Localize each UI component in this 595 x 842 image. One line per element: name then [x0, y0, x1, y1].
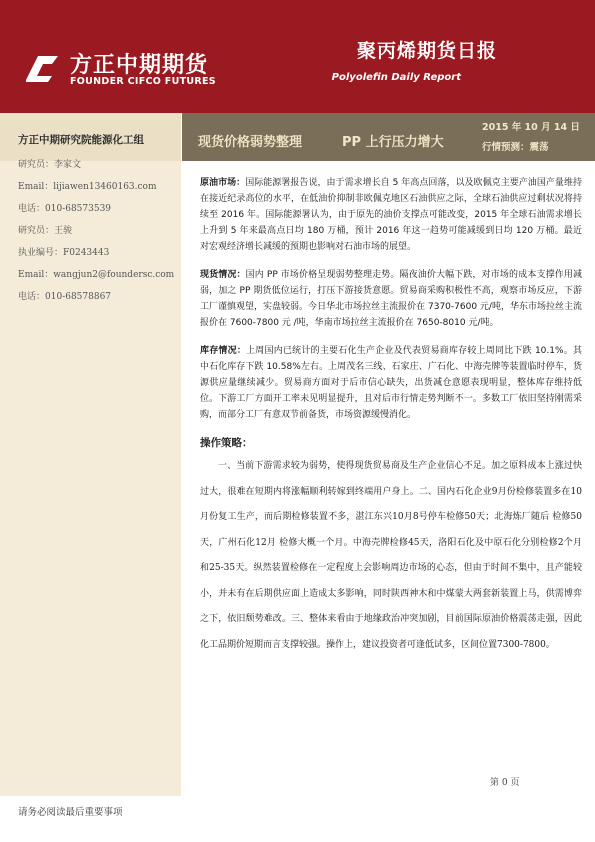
spot-section [200, 267, 582, 331]
analyst-sidebar [0, 113, 181, 796]
analyst-2-phone: 电话：010-68578867 [18, 292, 112, 302]
research-group-name: 方正中期研究院能源化工组 [18, 134, 144, 146]
inventory-section [200, 343, 582, 423]
strategy-text: 一、当前下游需求较为弱势，使得现货贸易商及生产企业信心不足。加之原料成本上涨过快过大，很难在短期内将涨幅顺利转嫁到终端用户身上。二、国内石化企业9月份检修装置多在10月份复工生产，而后期检修装置不多，湛江东兴10月8号停车检修50天；北海炼厂随后 检修50天，广州石化12月 检修大概一个月。中海壳牌检修45天，洛阳石化及中原石化分别检修2个月和25-35天。纵然装置检修在一定程度上会影响周边市场的心态，但由于时间不集中，且产能较小，并未有在后期供应面上造成太多影响，同时陕西神木和中煤蒙大两套新装置上马，供需博弈之下，依旧颓势难改。三、整体来看由于地缘政治冲突加剧，目前国际原油价格震荡走强，因此化工品期价短期而言支撑较强。操作上，建议投资者可逢低试多，区间位置7300-7800。 [200, 461, 582, 650]
report-date: 2015 年 10 月 14 日 [482, 122, 580, 133]
analyst-2-name: 研究员：王骏 [18, 226, 73, 236]
report-header [0, 0, 595, 113]
inventory-text: 上周国内已统计的主要石化生产企业及代表贸易商库存较上周同比下跌 10.1%。其中石化库存下跌 10.58%左右。上周茂名三线、石家庄、广石化、中海壳牌等装置临时停车，货源供应量继续减少。贸易商方面对于后市信心缺失，出货减仓意愿表现明显，整体库存维持低位。下游工厂方面开工率未见明显提升，且对后市行情走势判断不一。多数工厂依旧坚持刚需采购，而部分工厂有意双节前备货，市场资源缓慢消化。 [200, 346, 582, 420]
analyst-1-phone: 电话：010-68573539 [18, 204, 112, 214]
spot-lead: 现货情况： [200, 270, 246, 280]
report-title: 聚丙烯期货日报 [356, 40, 497, 62]
analyst-1-email: Email：lijiawen13460163.com [18, 182, 157, 192]
analyst-1-name: 研究员：李家文 [18, 160, 82, 170]
report-body [200, 175, 582, 658]
report-subtitle: Polyolefin Daily Report [331, 72, 461, 83]
analyst-2-license: 执业编号：F0243443 [18, 248, 110, 258]
headline-spot-price: 现货价格弱势整理 [198, 135, 303, 150]
analyst-2-email: Email：wangjun2@foundersc.com [18, 270, 175, 280]
headline-pp-pressure: PP 上行压力增大 [342, 135, 444, 150]
page-number: 第 0 页 [490, 778, 520, 788]
logo-english-name: FOUNDER CIFCO FUTURES [70, 76, 216, 87]
inventory-lead: 库存情况： [200, 346, 247, 356]
logo-chinese-name: 方正中期期货 [70, 53, 209, 78]
crude-oil-lead: 原油市场： [200, 178, 246, 188]
market-forecast: 行情预测：震荡 [482, 142, 549, 153]
crude-oil-text: 国际能源署报告说，由于需求增长自 5 年高点回落，以及欧佩克主要产油国产量维持在接近纪录高位的水平，在低油价抑制非欧佩克地区石油供应之际，全球石油供应过剩状况将持续至 2016 年。国际能源署认为，由于原先的油价支撑点可能改变，2015 年全球石油需求增长上升到 5 年来最高点日均 180 万桶，预计 2016 年这一趋势可能减缓到日均 120 万桶。最近对宏观经济增长减缓的预期也影响对石油市场的展望。 [200, 178, 582, 252]
headline-banner [182, 113, 595, 161]
strategy-heading: 操作策略： [200, 437, 253, 449]
analyst-contact-list [18, 154, 174, 308]
spot-text: 国内 PP 市场价格呈现弱势整理走势。隔夜油价大幅下跌，对市场的成本支撑作用减弱，加之 PP 期货低位运行，打压下游接货意愿。贸易商采购积极性不高，观察市场反应，下游工厂谨慎观望，实盘较弱。今日华北市场拉丝主流报价在 7370-7600 元/吨，华东市场拉丝主流报价在 7600-7800 元 /吨，华南市场拉丝主流报价在 7650-8010 元/吨。 [200, 270, 582, 328]
disclaimer-note: 请务必阅读最后重要事项 [18, 807, 123, 818]
founder-logo-icon [22, 48, 62, 88]
crude-oil-section [200, 175, 582, 255]
